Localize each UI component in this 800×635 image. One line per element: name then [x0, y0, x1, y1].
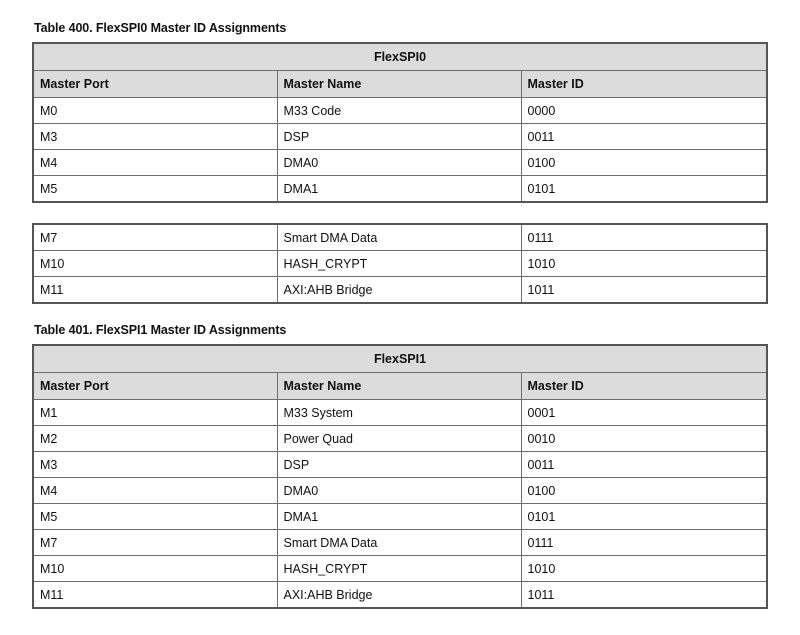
column-header-master-id: Master ID	[521, 71, 767, 98]
master-port-cell: M10	[33, 556, 277, 582]
master-port-cell: M4	[33, 150, 277, 176]
master-name-cell: DMA1	[277, 176, 521, 203]
master-port-cell: M7	[33, 530, 277, 556]
column-header-master-name: Master Name	[277, 373, 521, 400]
table-row	[33, 478, 767, 504]
table-row	[33, 224, 767, 251]
column-header-master-id: Master ID	[521, 373, 767, 400]
master-id-cell: 0111	[521, 530, 767, 556]
master-name-cell: DMA1	[277, 504, 521, 530]
table-401	[32, 344, 768, 609]
master-name-cell: M33 Code	[277, 98, 521, 124]
master-name-cell: AXI:AHB Bridge	[277, 277, 521, 304]
column-header-master-name: Master Name	[277, 71, 521, 98]
master-id-cell: 1011	[521, 582, 767, 609]
table-row	[33, 582, 767, 609]
master-port-cell: M11	[33, 582, 277, 609]
table-group-header-row	[33, 345, 767, 373]
master-name-cell: AXI:AHB Bridge	[277, 582, 521, 609]
master-id-cell: 0111	[521, 224, 767, 251]
master-id-cell: 0011	[521, 124, 767, 150]
master-name-cell: Smart DMA Data	[277, 530, 521, 556]
table-row	[33, 277, 767, 304]
table-group-header: FlexSPI0	[33, 43, 767, 71]
master-name-cell: DSP	[277, 124, 521, 150]
master-port-cell: M5	[33, 176, 277, 203]
table-column-header-row	[33, 373, 767, 400]
master-id-cell: 0100	[521, 150, 767, 176]
table-401-caption: Table 401. FlexSPI1 Master ID Assignments	[34, 323, 287, 337]
master-id-cell: 1010	[521, 251, 767, 277]
table-400-part-2	[32, 223, 768, 304]
master-port-cell: M3	[33, 124, 277, 150]
table-row	[33, 400, 767, 426]
master-port-cell: M11	[33, 277, 277, 304]
master-port-cell: M1	[33, 400, 277, 426]
table-row	[33, 150, 767, 176]
table-row	[33, 504, 767, 530]
master-port-cell: M7	[33, 224, 277, 251]
master-port-cell: M4	[33, 478, 277, 504]
table-group-header: FlexSPI1	[33, 345, 767, 373]
master-id-cell: 0000	[521, 98, 767, 124]
master-id-cell: 0101	[521, 176, 767, 203]
table-400-caption: Table 400. FlexSPI0 Master ID Assignments	[34, 21, 287, 35]
master-name-cell: M33 System	[277, 400, 521, 426]
master-port-cell: M5	[33, 504, 277, 530]
table-row	[33, 98, 767, 124]
table-row	[33, 426, 767, 452]
table-row	[33, 530, 767, 556]
master-id-cell: 0001	[521, 400, 767, 426]
master-name-cell: Power Quad	[277, 426, 521, 452]
master-name-cell: HASH_CRYPT	[277, 251, 521, 277]
table-column-header-row	[33, 71, 767, 98]
table-row	[33, 124, 767, 150]
master-id-cell: 0100	[521, 478, 767, 504]
master-name-cell: DMA0	[277, 478, 521, 504]
table-group-header-row	[33, 43, 767, 71]
master-id-cell: 0101	[521, 504, 767, 530]
master-port-cell: M2	[33, 426, 277, 452]
master-name-cell: Smart DMA Data	[277, 224, 521, 251]
column-header-master-port: Master Port	[33, 373, 277, 400]
master-id-cell: 1011	[521, 277, 767, 304]
master-port-cell: M0	[33, 98, 277, 124]
table-row	[33, 251, 767, 277]
column-header-master-port: Master Port	[33, 71, 277, 98]
master-name-cell: DMA0	[277, 150, 521, 176]
master-port-cell: M10	[33, 251, 277, 277]
table-row	[33, 176, 767, 203]
table-row	[33, 452, 767, 478]
master-port-cell: M3	[33, 452, 277, 478]
table-400-part-1	[32, 42, 768, 203]
table-row	[33, 556, 767, 582]
master-id-cell: 0010	[521, 426, 767, 452]
master-name-cell: DSP	[277, 452, 521, 478]
master-id-cell: 0011	[521, 452, 767, 478]
master-name-cell: HASH_CRYPT	[277, 556, 521, 582]
master-id-cell: 1010	[521, 556, 767, 582]
